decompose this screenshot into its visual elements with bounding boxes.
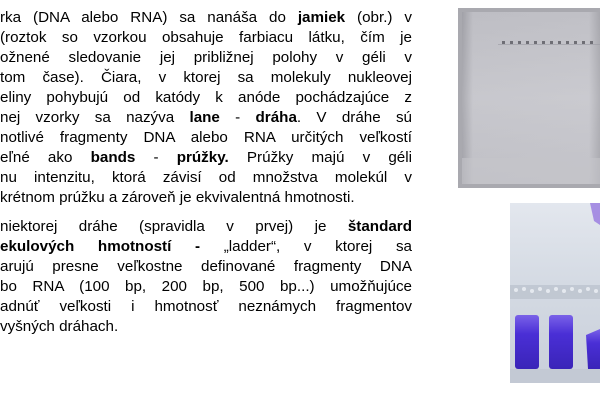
text-run: Prúžky majú v géli bbox=[228, 149, 412, 166]
paragraph2-line bbox=[0, 217, 412, 237]
paragraph1-line bbox=[0, 128, 412, 148]
paragraph1-line bbox=[0, 28, 412, 48]
paragraph-1 bbox=[0, 8, 412, 208]
bold-term: bands bbox=[90, 149, 136, 166]
paragraph1-line bbox=[0, 48, 412, 68]
paragraph1-line bbox=[0, 8, 412, 28]
text-run: adnúť veľkosti i hmotnosť neznámych fragmentov bbox=[0, 298, 412, 315]
bold-term: lane bbox=[189, 109, 220, 126]
paragraph-2 bbox=[0, 217, 412, 337]
paragraph1-line bbox=[0, 168, 412, 188]
bold-term: jamiek bbox=[297, 9, 346, 26]
text-run: - bbox=[219, 109, 256, 126]
text-run: vyšných dráhach. bbox=[0, 318, 119, 335]
text-run: - bbox=[135, 149, 177, 166]
paragraph1-line bbox=[0, 68, 412, 88]
text-run: bo RNA (100 bp, 200 bp, 500 bp...) umožňujúce bbox=[0, 278, 412, 295]
bold-term: štandard bbox=[347, 218, 412, 235]
text-column bbox=[0, 8, 412, 337]
paragraph2-line bbox=[0, 277, 412, 297]
gel-top-image bbox=[458, 8, 600, 188]
gel-photo-top bbox=[458, 8, 600, 188]
paragraph1-line bbox=[0, 88, 412, 108]
text-run: krétnom prúžku a zároveň je ekvivalentná hmotnosti. bbox=[0, 189, 355, 206]
text-run: (roztok so vzorkou obsahuje farbiacu látku, čím je bbox=[0, 29, 412, 46]
text-run: niektorej dráhe (spravidla v prvej) je bbox=[0, 218, 348, 235]
paragraph2-line bbox=[0, 317, 412, 337]
text-run: eľné ako bbox=[0, 149, 91, 166]
bold-term: prúžky. bbox=[176, 149, 229, 166]
paragraph1-line bbox=[0, 188, 412, 208]
text-run: (obr.) v bbox=[345, 9, 412, 26]
paragraph2-line bbox=[0, 257, 412, 277]
text-run: ožnené sledovanie jej približnej polohy v géli v bbox=[0, 49, 412, 66]
text-run: „ladder“, v ktorej sa bbox=[200, 238, 412, 255]
text-run: arujú presne veľkostne definované fragmenty DNA bbox=[0, 258, 412, 275]
bold-term: ekulových hmotností - bbox=[0, 238, 201, 255]
paragraph1-line bbox=[0, 108, 412, 128]
text-run: tom čase). Čiara, v ktorej sa molekuly nukleovej bbox=[0, 69, 412, 86]
gel-bottom-image bbox=[510, 203, 600, 383]
paragraph2-line bbox=[0, 297, 412, 317]
text-run: notlivé fragmenty DNA alebo RNA určitých veľkostí bbox=[0, 129, 412, 146]
text-run: nej vzorky sa nazýva bbox=[0, 109, 190, 126]
text-run: eliny pohybujú od katódy k anóde pochádzajúce z bbox=[0, 89, 412, 106]
text-run: rka (DNA alebo RNA) sa nanáša do bbox=[0, 9, 298, 26]
paragraph2-line bbox=[0, 237, 412, 257]
gel-photo-bottom bbox=[510, 203, 600, 383]
paragraph1-line bbox=[0, 148, 412, 168]
text-run: . V dráhe sú bbox=[296, 109, 412, 126]
bold-term: dráha bbox=[255, 109, 297, 126]
text-run: nu intenzitu, ktorá závisí od množstva molekúl v bbox=[0, 169, 412, 186]
